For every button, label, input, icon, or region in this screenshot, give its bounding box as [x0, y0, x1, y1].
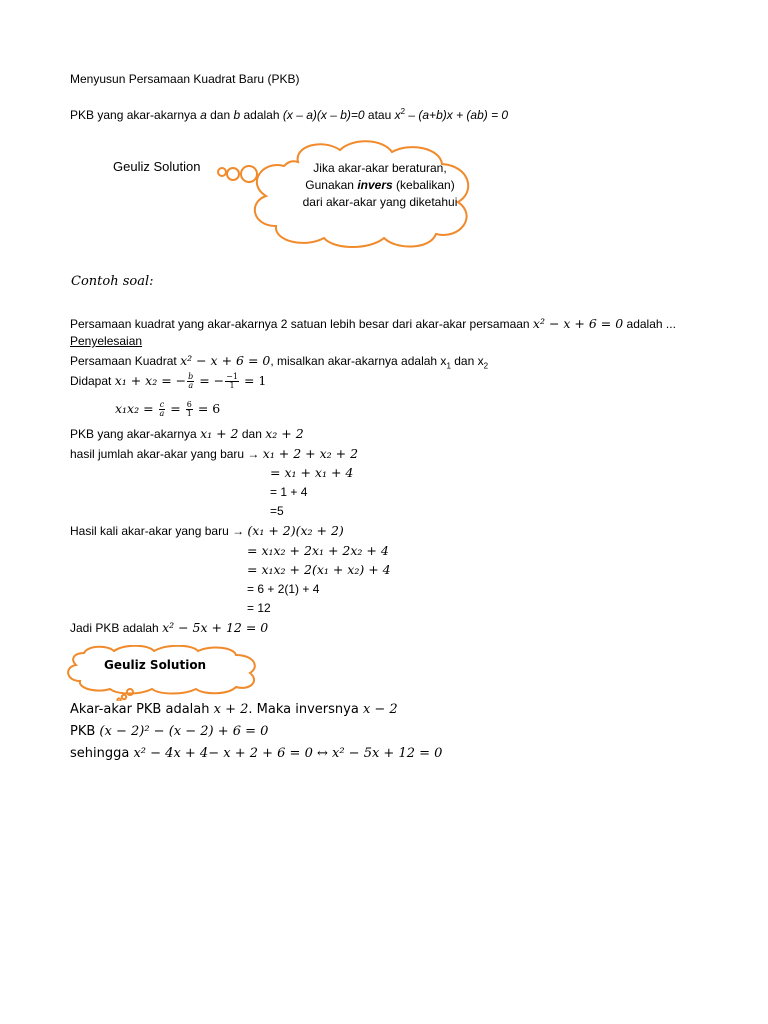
intro-text-4: atau	[364, 108, 395, 122]
final-result-line: sehingga x² − 4x + 4− x + 2 + 6 = 0 ↔ x² − 5x + 12 = 0	[70, 746, 443, 761]
formula-exponent: 2	[400, 107, 406, 116]
root-a: a	[200, 108, 207, 122]
thought-cloud-2	[64, 645, 264, 701]
fraction-c-over-a: $\frac{c}{a}$	[159, 400, 165, 419]
formula-expanded-rest: – (a+b)x + (ab) = 0	[405, 108, 509, 122]
problem-equation: x² − x + 6 = 0	[532, 316, 624, 331]
intro-line	[70, 107, 508, 122]
page-title: Menyusun Persamaan Kuadrat Baru (PKB)	[70, 72, 300, 86]
contoh-soal-heading: Contoh soal:	[71, 274, 154, 289]
pk-line: Persamaan Kuadrat x² − x + 6 = 0, misalkan akar-akarnya adalah $x_1$ dan $x_2$	[70, 353, 489, 371]
sum-step-2: = 1 + 4	[270, 485, 308, 499]
cloud1-line3: dari akar-akar yang diketahui	[302, 195, 458, 209]
product-step-4: = 12	[247, 601, 271, 615]
sum-step-3: =5	[270, 504, 284, 518]
cloud2-label: Geuliz Solution	[104, 658, 207, 672]
cloud1-label: Geuliz Solution	[113, 159, 201, 174]
cloud1-invers: invers	[357, 178, 393, 192]
didapat-line: Didapat x₁ + x₂ = − $\frac{b}{a}$ = − $\frac{-1}{1}$ = 1	[70, 372, 267, 391]
sum-line: hasil jumlah akar-akar yang baru → x₁ + 2 + x₂ + 2	[70, 446, 359, 461]
penyelesaian-heading: Penyelesaian	[70, 334, 143, 348]
root-b: b	[233, 108, 241, 122]
intro-text-3: adalah	[240, 108, 283, 122]
fraction-b-over-a: $\frac{b}{a}$	[188, 372, 194, 391]
fraction-6-over-1: $\frac{6}{1}$	[186, 400, 192, 419]
product-new-line: Hasil kali akar-akar yang baru → (x₁ + 2)(x₂ + 2)	[70, 523, 344, 538]
intro-text-2: dan	[206, 108, 234, 122]
pkb-inverse-line: PKB (x − 2)² − (x − 2) + 6 = 0	[70, 724, 269, 739]
intro-text-1: PKB yang akar-akarnya	[70, 108, 201, 122]
conclusion-line: Jadi PKB adalah x² − 5x + 12 = 0	[70, 620, 269, 635]
inverse-line: Akar-akar PKB adalah x + 2. Maka inversnya x − 2	[70, 702, 398, 717]
cloud1-line2: Gunakan invers (kebalikan)	[305, 178, 455, 192]
formula-expanded-x: x	[394, 108, 401, 122]
problem-statement: Persamaan kuadrat yang akar-akarnya 2 satuan lebih besar dari akar-akar persamaan x² − x + 6 = 0 adalah ...	[70, 316, 676, 331]
fraction-neg1-over-1: $\frac{-1}{1}$	[226, 372, 238, 391]
cloud1-line1: Jika akar-akar beraturan,	[313, 161, 447, 175]
formula-factored: (x – a)(x – b)=0	[282, 108, 365, 122]
pkb-roots-line: PKB yang akar-akarnya x₁ + 2 dan x₂ + 2	[70, 426, 304, 441]
product-step-2: = x₁x₂ + 2(x₁ + x₂) + 4	[247, 562, 391, 577]
product-line: x₁x₂ = $\frac{c}{a}$ = $\frac{6}{1}$ = 6	[115, 400, 221, 419]
cloud1-text	[290, 160, 470, 211]
product-step-3: = 6 + 2(1) + 4	[247, 582, 320, 596]
pk-equation: x² − x + 6 = 0	[180, 353, 271, 368]
product-step-1: = x₁x₂ + 2x₁ + 2x₂ + 4	[247, 543, 389, 558]
sum-step-1: = x₁ + x₁ + 4	[270, 465, 354, 480]
